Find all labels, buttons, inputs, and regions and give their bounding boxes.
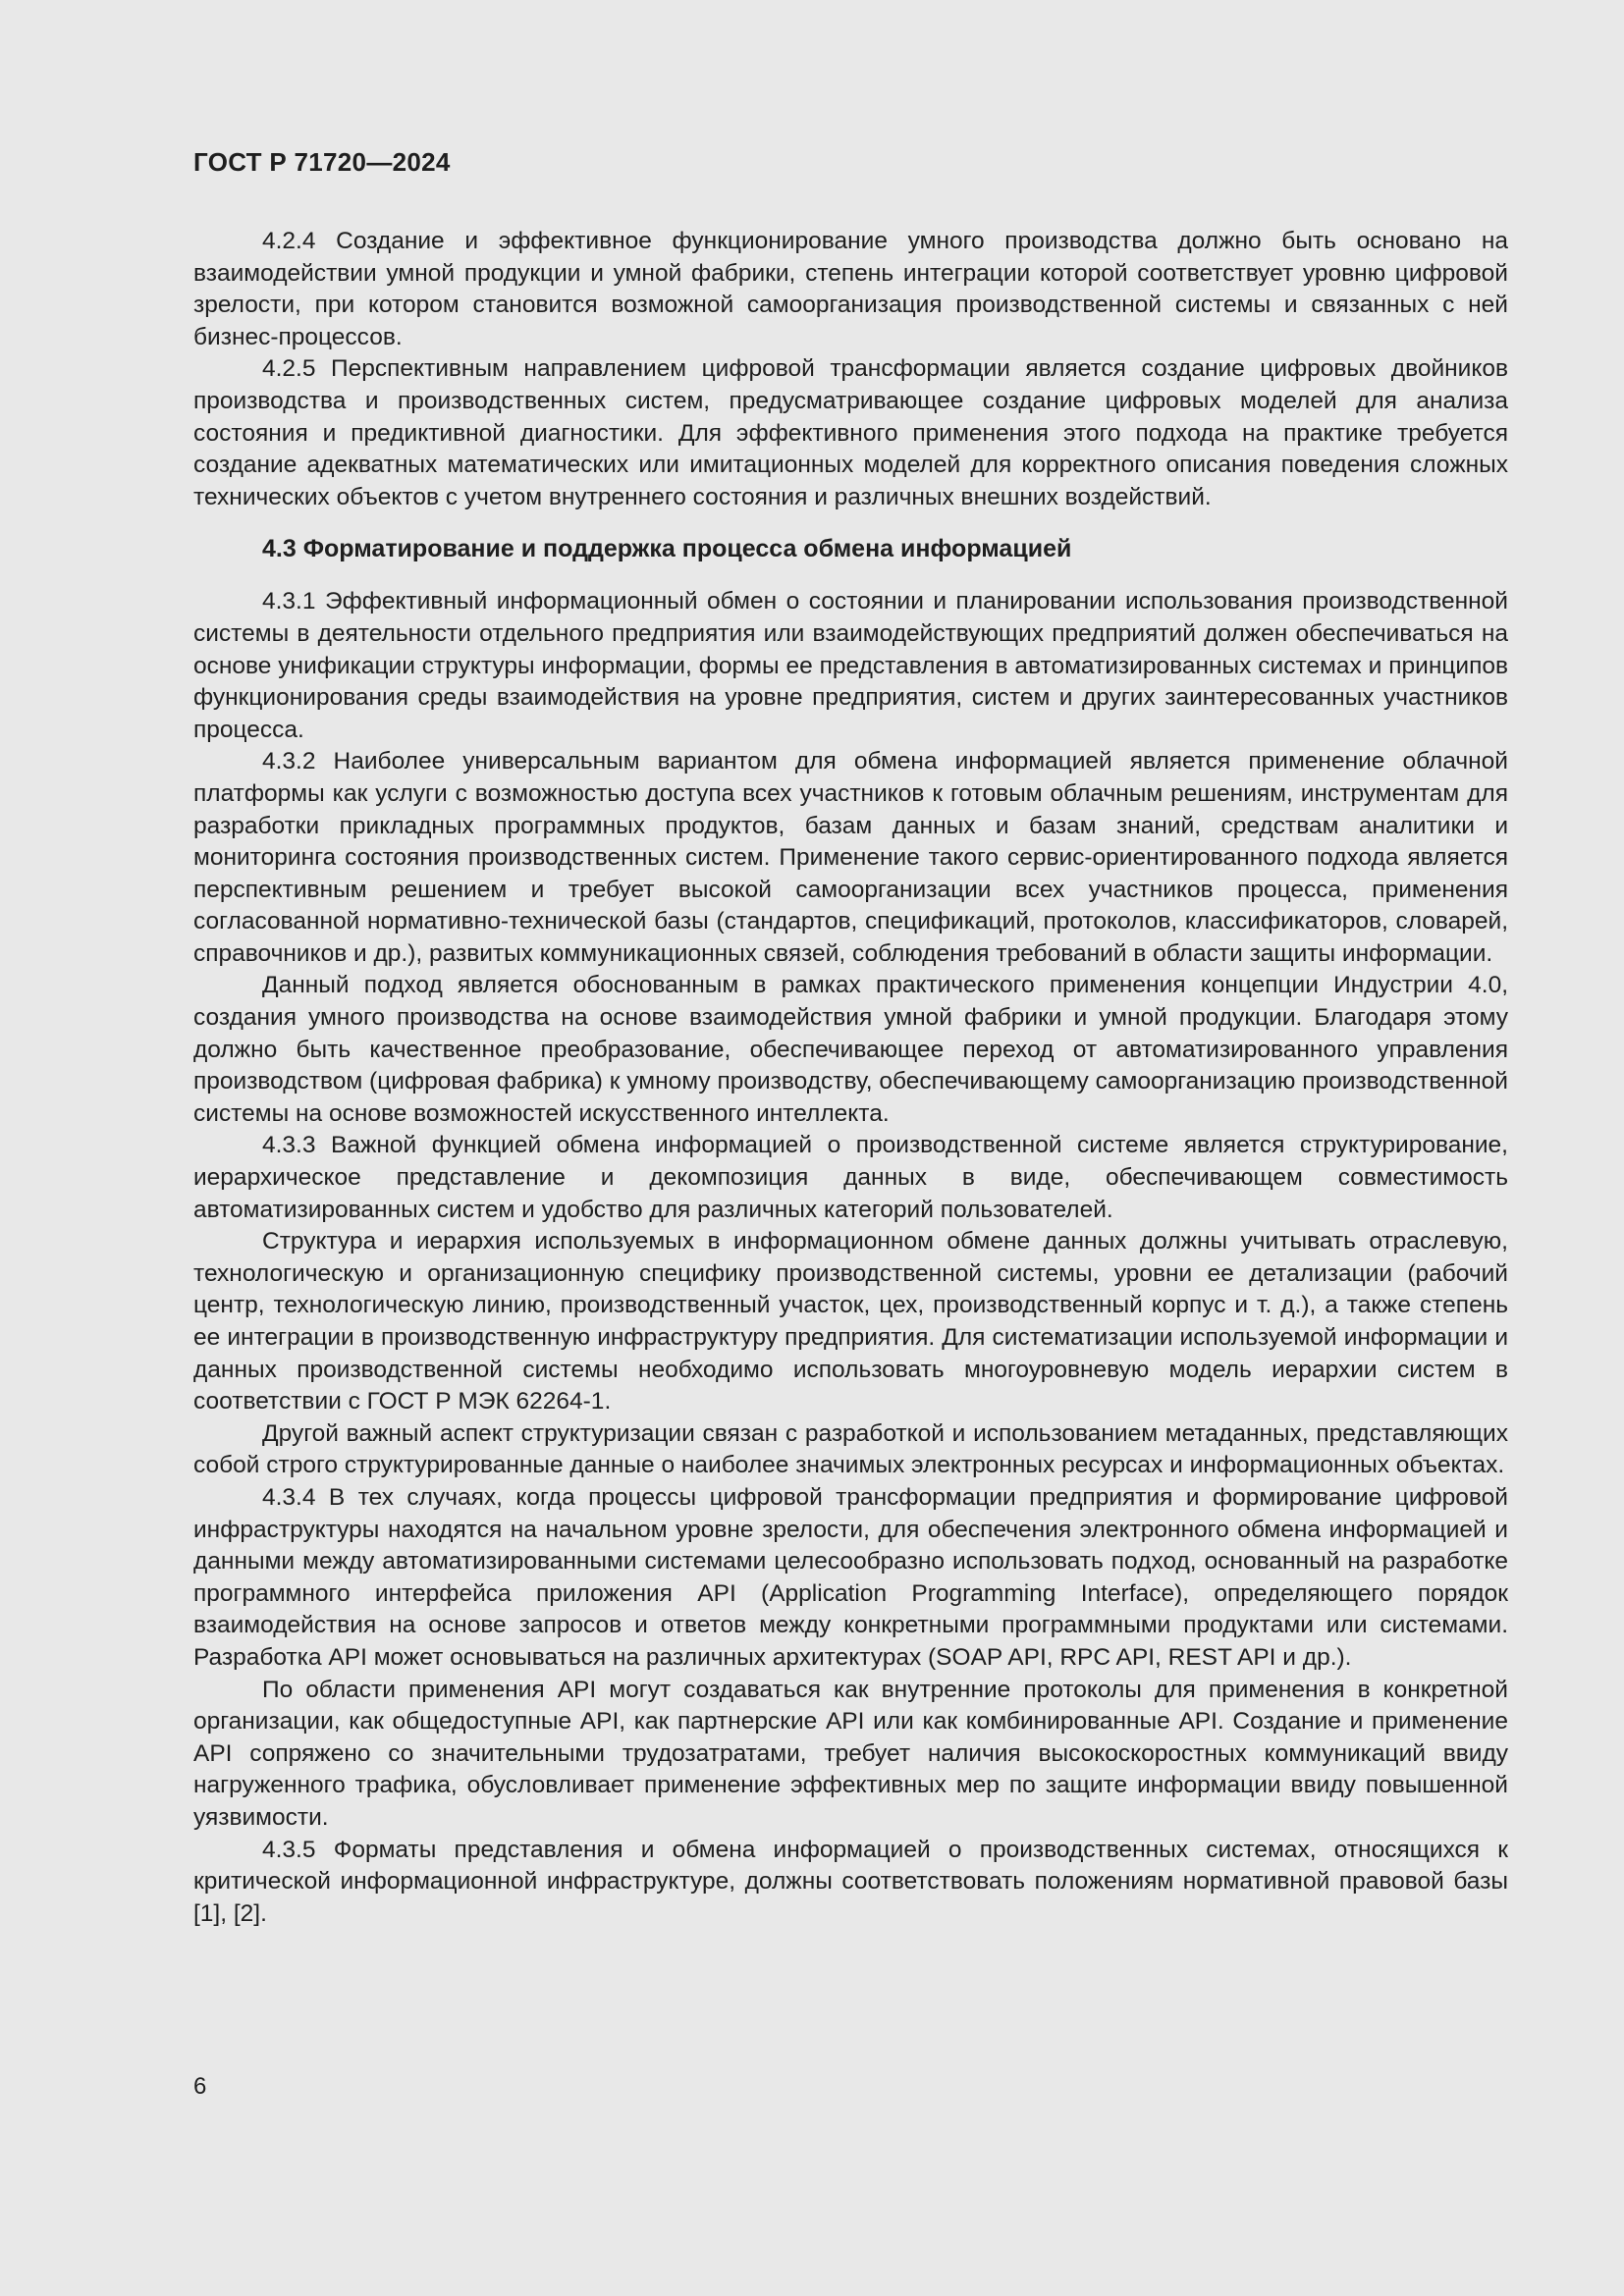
paragraph-4-3-5: 4.3.5 Форматы представления и обмена информацией о производственных системах, относящихся к критической информационной инфраструктуре, должны соответствовать положениям нормативной правовой базы [1], [2]. [193, 1836, 1508, 1927]
paragraph-4-3-3-metadata: Другой важный аспект структуризации связан с разработкой и использованием метаданных, представляющих собой строго структурированные данные о наиболее значимых электронных ресурсах и информационных объектах. [193, 1419, 1508, 1479]
paragraph-4-3-3-structure: Структура и иерархия используемых в информационном обмене данных должны учитывать отраслевую, технологическую и организационную специфику производственной системы, уровни ее детализации (рабочий центр, технологическую линию, производственный участок, цех, производственный корпус и т. д.), а также степень ее интеграции в производственную инфраструктуру предприятия. Для систематизации используемой информации и данных производственной системы необходимо использовать многоуровневую модель иерархии систем в соответствии с ГОСТ Р МЭК 62264-1. [193, 1228, 1508, 1415]
paragraph-4-3-2-continued: Данный подход является обоснованным в рамках практического применения концепции Индустрии 4.0, создания умного производства на основе взаимодействия умной фабрики и умной продукции. Благодаря этому должно быть качественное преобразование, обеспечивающее переход от автоматизированного управления производством (цифровая фабрика) к умному производству, обеспечивающему самоорганизацию производственной системы на основе возможностей искусственного интеллекта. [193, 972, 1508, 1127]
section-heading-4-3: 4.3 Форматирование и поддержка процесса обмена информацией [262, 535, 1072, 563]
paragraph-4-3-4-continued: По области применения API могут создаваться как внутренние протоколы для применения в конкретной организации, как общедоступные API, как партнерские API или как комбинированные API. Создание и применение API сопряжено со значительными трудозатратами, требует наличия высокоскоростных коммуникаций ввиду нагруженного трафика, обусловливает применение эффективных мер по защите информации ввиду повышенной уязвимости. [193, 1676, 1508, 1831]
paragraph-4-2-5: 4.2.5 Перспективным направлением цифровой трансформации является создание цифровых двойников производства и производственных систем, предусматривающее создание цифровых моделей для анализа состояния и предиктивной диагностики. Для эффективного применения этого подхода на практике требуется создание адекватных математических или имитационных моделей для корректного описания поведения сложных технических объектов с учетом внутреннего состояния и различных внешних воздействий. [193, 355, 1508, 510]
paragraph-4-3-3: 4.3.3 Важной функцией обмена информацией о производственной системе является структурирование, иерархическое представление и декомпозиция данных в виде, обеспечивающем совместимость автоматизированных систем и удобство для различных категорий пользователей. [193, 1132, 1508, 1223]
paragraph-4-3-4: 4.3.4 В тех случаях, когда процессы цифровой трансформации предприятия и формирование цифровой инфраструктуры находятся на начальном уровне зрелости, для обеспечения электронного обмена информацией и данными между автоматизированными системами целесообразно использовать подход, основанный на разработке программного интерфейса приложения API (Application Programming Interface), определяющего порядок взаимодействия на основе запросов и ответов между конкретными программными продуктами или системами. Разработка API может основываться на различных архитектурах (SOAP API, RPC API, REST API и др.). [193, 1483, 1508, 1671]
paragraph-4-3-2: 4.3.2 Наиболее универсальным вариантом для обмена информацией является применение облачной платформы как услуги с возможностью доступа всех участников к готовым облачным решениям, инструментам для разработки прикладных программных продуктов, базам данных и базам знаний, средствам аналитики и мониторинга состояния производственных систем. Применение такого сервис-ориентированного подхода является перспективным решением и требует высокой самоорганизации всех участников процесса, применения согласованной нормативно-технической базы (стандартов, спецификаций, протоколов, классификаторов, словарей, справочников и др.), развитых коммуникационных связей, соблюдения требований в области защиты информации. [193, 748, 1508, 967]
page-number: 6 [193, 2073, 207, 2100]
document-header: ГОСТ Р 71720—2024 [193, 147, 451, 177]
paragraph-4-2-4: 4.2.4 Создание и эффективное функционирование умного производства должно быть основано на взаимодействии умной продукции и умной фабрики, степень интеграции которой соответствует уровню цифровой зрелости, при котором становится возможной самоорганизация производственной системы и связанных с ней бизнес-процессов. [193, 228, 1508, 350]
paragraph-4-3-1: 4.3.1 Эффективный информационный обмен о состоянии и планировании использования производственной системы в деятельности отдельного предприятия или взаимодействующих предприятий должен обеспечиваться на основе унификации структуры информации, формы ее представления в автоматизированных системах и принципов функционирования среды взаимодействия на уровне предприятия, систем и других заинтересованных участников процесса. [193, 588, 1508, 743]
document-body [193, 226, 1508, 1930]
